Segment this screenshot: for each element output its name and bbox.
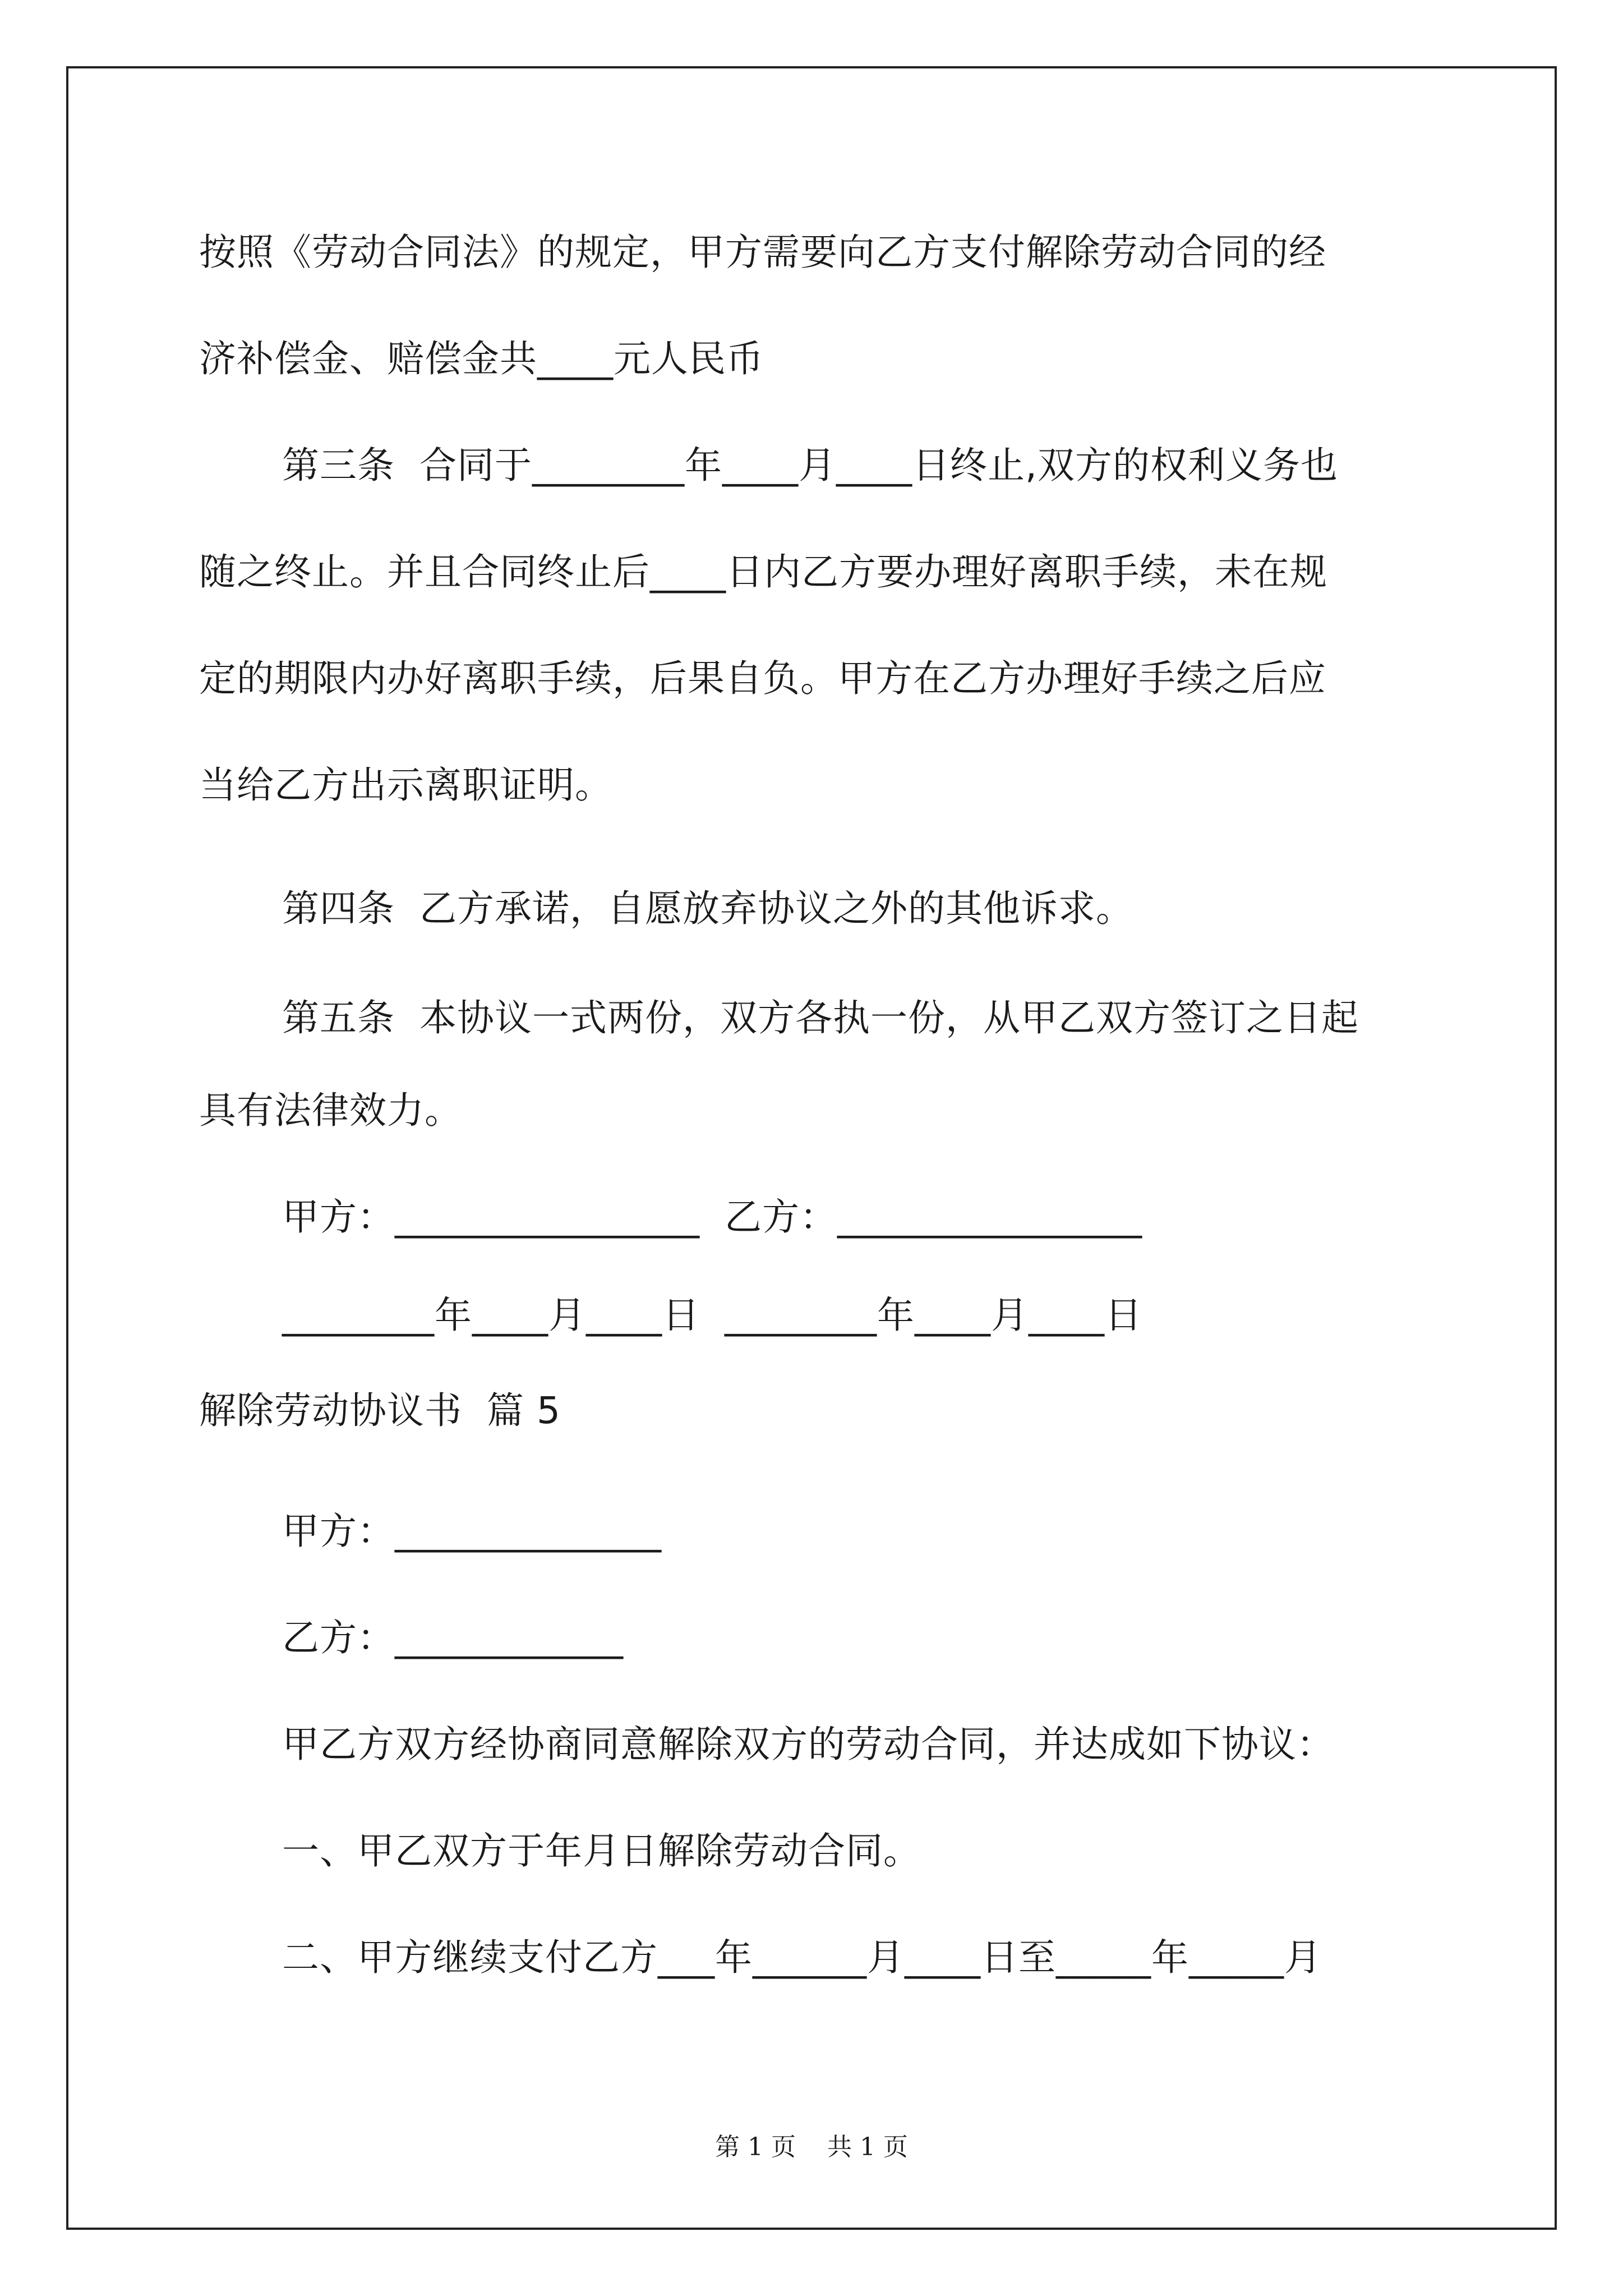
section-title: 解除劳动协议书 篇 5: [199, 1389, 561, 1432]
article-3-line-3: 定的期限内办好离职手续，后果自负。甲方在乙方办理好手续之后应: [199, 657, 1326, 700]
signature-parties: 甲方：________________ 乙方：________________: [282, 1195, 1142, 1239]
signature-dates: ________年____月____日 ________年____月____日: [282, 1294, 1142, 1337]
page-border: [66, 66, 1557, 2230]
body-line-1: 按照《劳动合同法》的规定，甲方需要向乙方支付解除劳动合同的经: [199, 231, 1326, 274]
article-5-line-1: 第五条 本协议一式两份，双方各执一份，从甲乙双方签订之日起: [282, 996, 1359, 1039]
agreement-intro: 甲乙方双方经协商同意解除双方的劳动合同，并达成如下协议：: [282, 1723, 1334, 1766]
article-5-line-2: 具有法律效力。: [199, 1089, 462, 1132]
body-line-2: 济补偿金、赔偿金共____元人民币: [199, 337, 764, 380]
clause-1: 一、甲乙双方于年月日解除劳动合同。: [282, 1829, 921, 1872]
article-3-line-1: 第三条 合同于________年____月____日终止,双方的权利义务也: [282, 444, 1338, 487]
party-b-field: 乙方：____________: [282, 1616, 624, 1659]
page-footer: 第 1 页 共 1 页: [715, 2133, 908, 2161]
clause-2: 二、甲方继续支付乙方___年______月____日至_____年_____月: [282, 1936, 1322, 1979]
party-a-field: 甲方：______________: [282, 1510, 662, 1553]
article-4: 第四条 乙方承诺，自愿放弃协议之外的其他诉求。: [282, 887, 1133, 930]
article-3-line-4: 当给乙方出示离职证明。: [199, 763, 612, 807]
article-3-line-2: 随之终止。并且合同终止后____日内乙方要办理好离职手续，未在规: [199, 550, 1327, 593]
